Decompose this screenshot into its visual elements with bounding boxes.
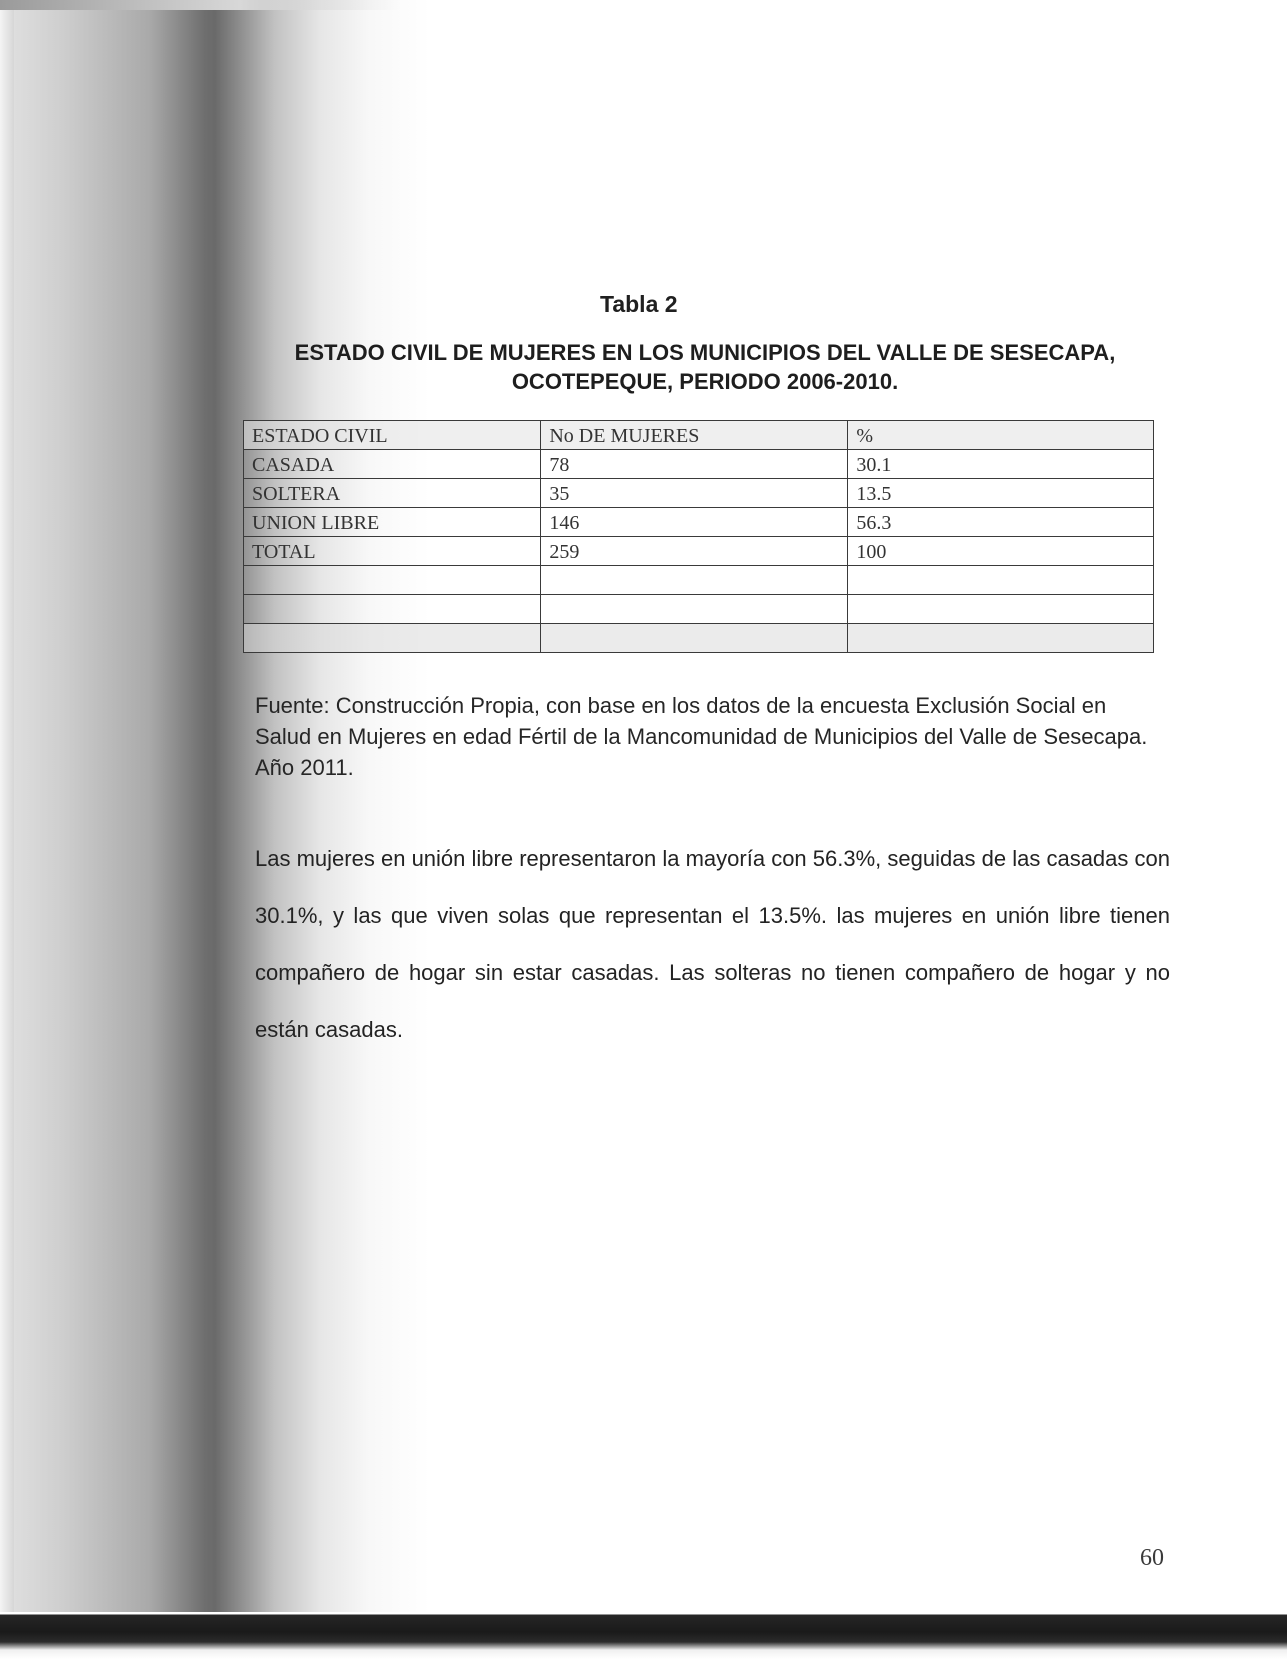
table-row-empty bbox=[244, 566, 1154, 595]
body-paragraph: Las mujeres en unión libre representaron la mayoría con 56.3%, seguidas de las casadas con 30.1%, y las que viven solas que representan el 13.5%. las mujeres en unión libre tienen compañero de hogar sin estar casadas. Las solteras no tienen compañero de hogar y no están casadas. bbox=[255, 846, 1170, 1042]
table-cell: CASADA bbox=[244, 450, 541, 479]
table-row-empty bbox=[244, 595, 1154, 624]
table-cell: 30.1 bbox=[848, 450, 1154, 479]
scan-bottom-edge bbox=[0, 1612, 1287, 1659]
table-title: ESTADO CIVIL DE MUJERES EN LOS MUNICIPIOS DEL VALLE DE SESECAPA, OCOTEPEQUE, PERIODO 2006-2010. bbox=[294, 340, 1116, 394]
header-cell-percent: % bbox=[848, 421, 1154, 450]
table-cell: 78 bbox=[541, 450, 848, 479]
source-note: Fuente: Construcción Propia, con base en los datos de la encuesta Exclusión Social en Salud en Mujeres en edad Fértil de la Mancomunidad de Municipios del Valle de Sesecapa. Año 2011. bbox=[255, 693, 1148, 780]
table-cell bbox=[244, 566, 541, 595]
table-cell: 100 bbox=[848, 537, 1154, 566]
table-cell: 13.5 bbox=[848, 479, 1154, 508]
table-cell bbox=[541, 624, 848, 653]
table-cell: 35 bbox=[541, 479, 848, 508]
table-cell: TOTAL bbox=[244, 537, 541, 566]
table-cell bbox=[541, 566, 848, 595]
table-row bbox=[244, 537, 1154, 566]
marital-status-table bbox=[243, 420, 1154, 653]
table-row-empty bbox=[244, 624, 1154, 653]
table-header-row bbox=[244, 421, 1154, 450]
table-cell bbox=[848, 624, 1154, 653]
table-cell bbox=[244, 624, 541, 653]
table-cell: 259 bbox=[541, 537, 848, 566]
table-cell bbox=[541, 595, 848, 624]
table-label: Tabla 2 bbox=[600, 291, 678, 317]
table-cell bbox=[848, 595, 1154, 624]
header-cell-estado-civil: ESTADO CIVIL bbox=[244, 421, 541, 450]
page-number: 60 bbox=[1140, 1545, 1164, 1571]
table-cell bbox=[848, 566, 1154, 595]
table-cell: 146 bbox=[541, 508, 848, 537]
table-cell: SOLTERA bbox=[244, 479, 541, 508]
table-cell: UNION LIBRE bbox=[244, 508, 541, 537]
table-row bbox=[244, 450, 1154, 479]
table-cell: 56.3 bbox=[848, 508, 1154, 537]
table-row bbox=[244, 479, 1154, 508]
table-row bbox=[244, 508, 1154, 537]
header-cell-no-mujeres: No DE MUJERES bbox=[541, 421, 848, 450]
table-cell bbox=[244, 595, 541, 624]
